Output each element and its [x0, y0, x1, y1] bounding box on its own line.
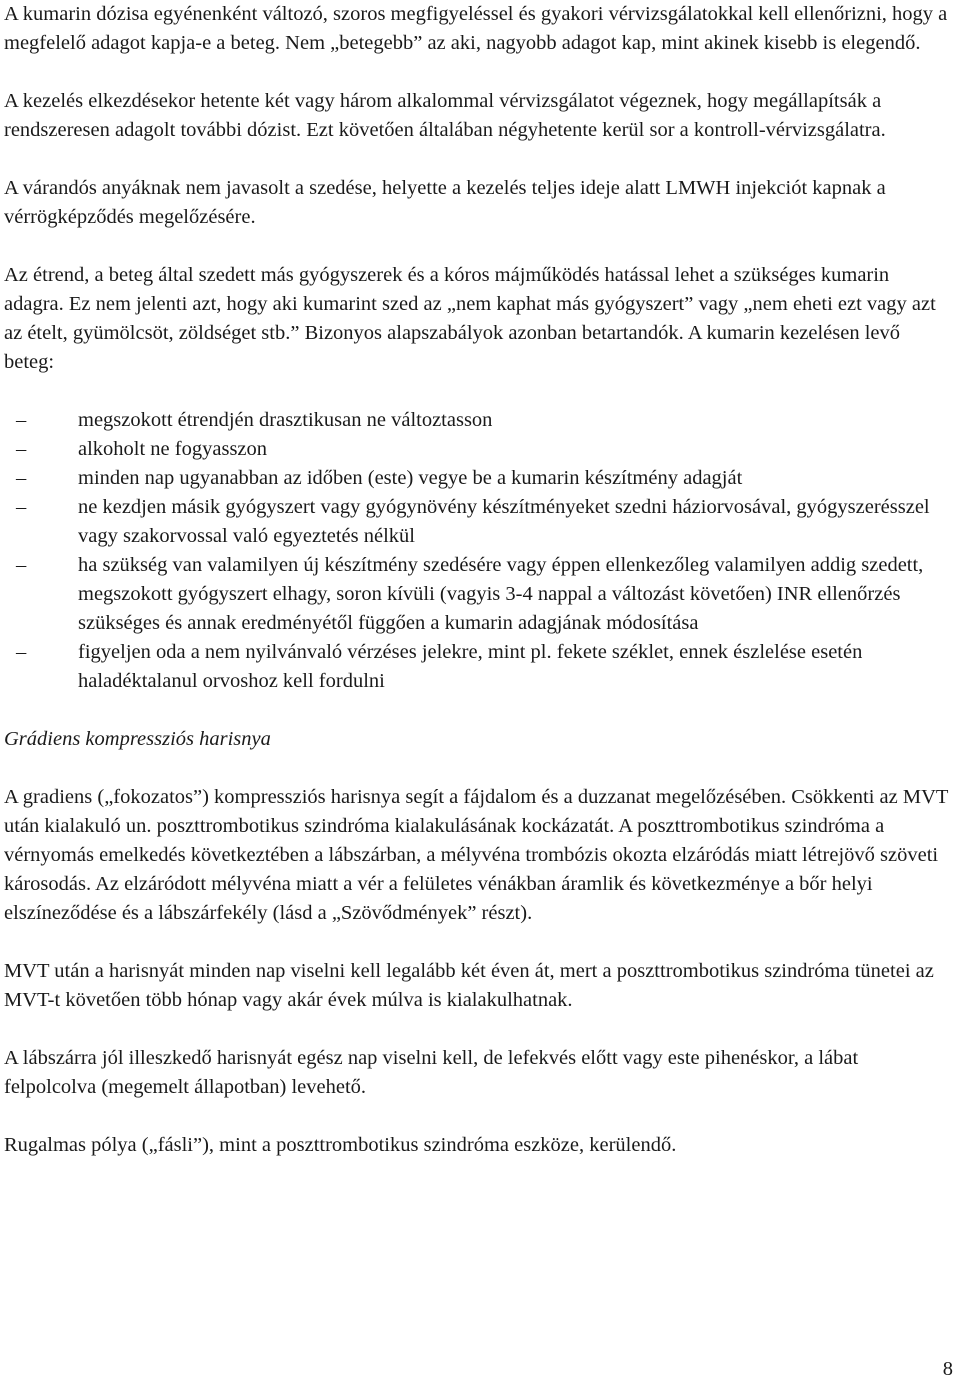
document-page [4, 0, 954, 1189]
paragraph-mvt-wearing: MVT után a harisnyát minden nap viselni kell legalább két éven át, mert a poszttrombotikus szindróma tünetei az MVT-t követően több hónap vagy akár évek múlva is kialakulhatnak. [4, 960, 934, 1011]
list-item: – alkoholt ne fogyasszon [4, 435, 954, 464]
list-item: – minden nap ugyanabban az időben (este) vegye be a kumarin készítmény adagját [4, 464, 954, 493]
dash-bullet: – [16, 641, 27, 663]
paragraph-treatment-start: A kezelés elkezdésekor hetente két vagy három alkalommal vérvizsgálatot végeznek, hogy megállapítsák a rendszeresen adagolt további dózist. Ezt követően általában négyhetente kerül sor a kontroll-vérvizsgálatra. [4, 90, 886, 141]
paragraph-kumarin-dose: A kumarin dózisa egyénenként változó, szoros megfigyeléssel és gyakori vérvizsgálatokkal kell ellenőrizni, hogy a megfelelő adagot kapja-e a beteg. Nem „betegebb” az aki, nagyobb adagot kap, mint akinek kisebb is elegendő. [4, 3, 948, 54]
dash-bullet: – [16, 409, 27, 431]
page-number: 8 [942, 1358, 953, 1380]
patient-rules-list [4, 406, 954, 696]
paragraph-daily-wear: A lábszárra jól illeszkedő harisnyát egész nap viselni kell, de lefekvés előtt vagy este pihenéskor, a lábat felpolcolva (megemelt állapotban) levehető. [4, 1047, 859, 1098]
list-item: – megszokott étrendjén drasztikusan ne változtasson [4, 406, 954, 435]
paragraph-diet-rules: Az étrend, a beteg által szedett más gyógyszerek és a kóros májműködés hatással lehet a szükséges kumarin adagra. Ez nem jelenti azt, hogy aki kumarint szed az „nem kaphat más gyógyszert” vagy „nem eheti ezt vagy azt az ételt, gyümölcsöt, zöldséget stb.” Bizonyos alapszabályok azonban betartandók. A kumarin kezelésen levő beteg: [4, 264, 936, 373]
paragraph-pregnancy: A várandós anyáknak nem javasolt a szedése, helyette a kezelés teljes ideje alatt LMWH injekciót kapnak a vérrögképződés megelőzésére. [4, 177, 886, 228]
dash-bullet: – [16, 467, 27, 489]
dash-bullet: – [16, 554, 27, 576]
paragraph-gradient-stocking: A gradiens („fokozatos”) kompressziós harisnya segít a fájdalom és a duzzanat megelőzésében. Csökkenti az MVT után kialakuló un. poszttrombotikus szindróma kialakulásának kockázatát. A poszttrombotikus szindróma a vérnyomás emelkedés következtében a lábszárban, a mélyvéna trombózis okozta elzáródás miatt létrejövő szöveti károsodás. Az elzáródott mélyvéna miatt a vér a felületes vénákban áramlik és következménye a bőr helyi elszíneződése és a lábszárfekély (lásd a „Szövődmények” részt). [4, 786, 949, 924]
section-heading: Grádiens kompressziós harisnya [4, 728, 271, 750]
dash-bullet: – [16, 496, 27, 518]
paragraph-elastic-bandage: Rugalmas pólya („fásli”), mint a poszttrombotikus szindróma eszköze, kerülendő. [4, 1134, 677, 1156]
dash-bullet: – [16, 438, 27, 460]
list-item: – figyeljen oda a nem nyilvánvaló vérzéses jelekre, mint pl. fekete széklet, ennek észlelése esetén haladéktalanul orvoshoz kell fordulni [4, 638, 954, 696]
list-item: – ha szükség van valamilyen új készítmény szedésére vagy éppen ellenkezőleg valamilyen addig szedett, megszokott gyógyszert elhagy, soron kívüli (vagyis 3-4 nappal a változást követően) INR ellenőrzés szükséges és annak eredményétől függően a kumarin adagjának módosítása [4, 551, 954, 638]
list-item: – ne kezdjen másik gyógyszert vagy gyógynövény készítményeket szedni háziorvosával, gyógyszerésszel vagy szakorvossal való egyeztetés nélkül [4, 493, 954, 551]
